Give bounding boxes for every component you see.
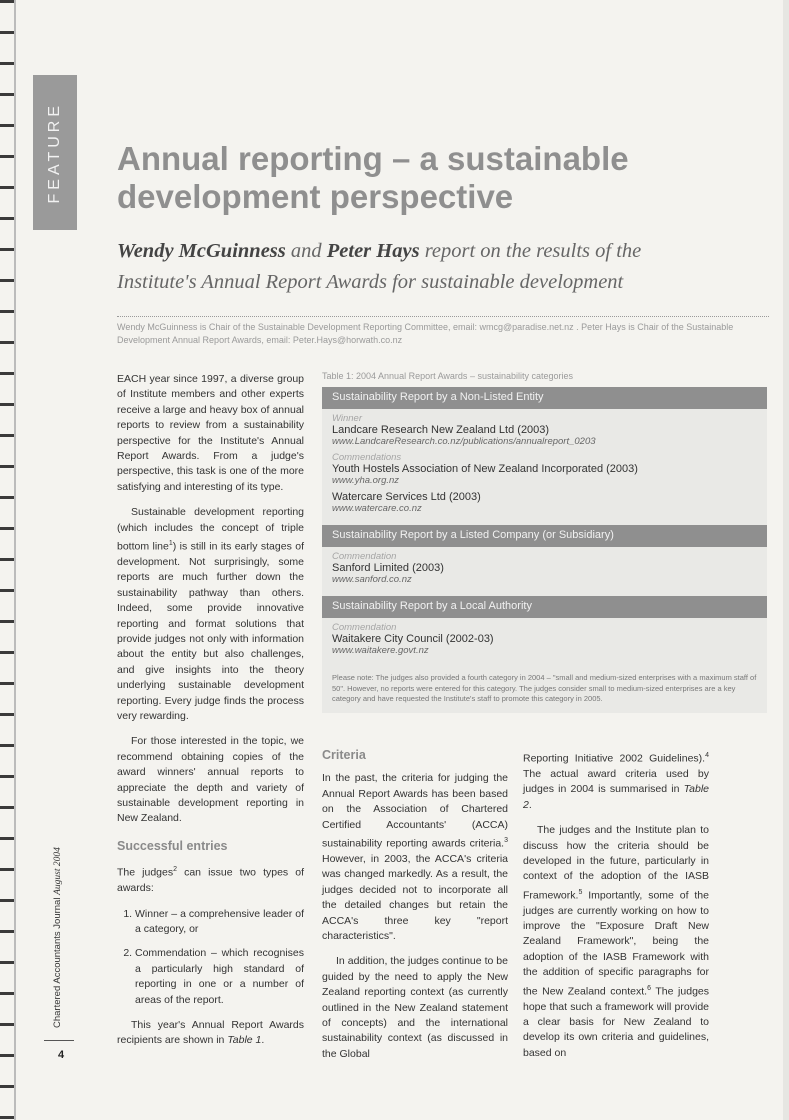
section-heading: Successful entries: [117, 838, 228, 853]
category-entries: [322, 547, 767, 596]
column-2: [322, 748, 508, 1072]
section-tab-label: FEATURE: [46, 101, 63, 204]
page-edge: [783, 0, 789, 1120]
list-item: 1. Winner – a comprehensive leader of a category, or: [135, 907, 304, 938]
award-label: Commendation: [332, 622, 397, 633]
paragraph: The judges and the Institute plan to discuss how the criteria should be developed in the future, particularly in context of the adoption of the IASB Framework.$^5$ Importantly, some of the judges are currently working on how to improve the "Exposure Draft New Zealand Framework", being the adoption of the IASB Framework with the addition of specific paragraphs for the New Zealand context.$^6$ The judges hope that such a framework will provide a clear basis for New Zealand to develop its own criteria and guidelines, based on: [523, 824, 709, 1059]
recipient-name: Sanford Limited (2003): [332, 562, 444, 574]
recipient-name: Youth Hostels Association of New Zealand Incorporated (2003): [332, 463, 638, 475]
paragraph: Reporting Initiative 2002 Guidelines).$^4$ The actual award criteria used by judges in 2004 is summarised in Table 2.: [523, 752, 709, 811]
author-affiliation: Wendy McGuinness is Chair of the Sustainable Development Reporting Committee, email: wmcg@paradise.net.nz . Peter Hays is Chair of the Sustainable Development Annual Report Awards, email: Peter.Hays@horwath.co.nz: [117, 322, 734, 345]
dotted-rule: [117, 316, 769, 317]
paragraph: The judges$^2$ can issue two types of awards:: [117, 866, 304, 895]
byline: Wendy McGuinness and Peter Hays report on the results of the Institute's Annual Report Awards for sustainable development: [117, 240, 642, 293]
list-item: 2. Commendation – which recognises a particularly high standard of reporting in one or a number of areas of the report.: [135, 946, 304, 1008]
recipient-url: www.LandcareResearch.co.nz/publications/annualreport_0203: [332, 436, 596, 447]
category-header: Sustainability Report by a Non-Listed Entity: [322, 387, 767, 409]
recipient-name: Watercare Services Ltd (2003): [332, 491, 481, 503]
paragraph: In the past, the criteria for judging the Annual Report Awards has been based on the Association of Chartered Certified Accountants' (ACCA) sustainability reporting awards criteria.$^3$ However, in 2003, the ACCA's criteria was changed markedly. As a result, the judges decided not to incorporate all the detailed changes but retain the ACCA's three key "report characteristics".: [322, 772, 508, 942]
category-header: Sustainability Report by a Listed Company (or Subsidiary): [322, 525, 767, 547]
ring-binding: [0, 0, 14, 1120]
journal-date: August 2004: [53, 847, 63, 895]
author-2: Peter Hays: [326, 240, 420, 262]
category-header: Sustainability Report by a Local Authority: [322, 596, 767, 618]
binding-edge: [14, 0, 16, 1120]
award-label: Winner: [332, 413, 363, 424]
running-footer: [52, 820, 66, 1028]
recipient-url: www.waitakere.govt.nz: [332, 645, 429, 656]
recipient-url: www.watercare.co.nz: [332, 503, 422, 514]
recipient-url: www.yha.org.nz: [332, 475, 400, 486]
table-note: Please note: The judges also provided a fourth category in 2004 – "small and medium-sized enterprises with a maximum staff of 50". However, no reports were entered for this category. The judges consider small to medium-sized enterprises are a key category and have requested the Institute's staff to promote this category in 2005.: [332, 673, 757, 703]
recipient-name: Landcare Research New Zealand Ltd (2003): [332, 424, 550, 436]
page-rule: [44, 1040, 74, 1041]
page-number: 4: [58, 1049, 65, 1061]
award-types-list: [117, 907, 304, 1008]
category-entries: [322, 618, 767, 667]
section-heading: Criteria: [322, 748, 366, 762]
award-label: Commendation: [332, 551, 397, 562]
awards-table: [322, 387, 767, 713]
table-caption: Table 1: 2004 Annual Report Awards – sustainability categories: [322, 371, 573, 381]
paragraph: For those interested in the topic, we recommend obtaining copies of the award winners' annual reports to appreciate the depth and variety of sustainable development reporting in New Zealand.: [117, 735, 304, 825]
article-title: Annual reporting – a sustainable development perspective: [117, 140, 629, 215]
recipient-url: www.sanford.co.nz: [332, 574, 412, 585]
paragraph: Sustainable development reporting (which includes the concept of triple bottom line$^1$) is still in its early stages of development. Not surprisingly, some reports are much further down the sustainability pathway than others. Indeed, some provide innovative reporting and format solutions that provide judges not only with information about the entity but also challenges, and give insights into the theory underlying sustainable development reporting. Every judge finds the process very rewarding.: [117, 506, 304, 723]
author-1: Wendy McGuinness: [117, 240, 286, 262]
section-tab: [33, 75, 77, 230]
paragraph: In addition, the judges continue to be guided by the need to apply the New Zealand reporting context (as currently outlined in the New Zealand statement of concepts) and the international sustainability context (as discussed in the Global: [322, 955, 508, 1060]
paragraph: EACH year since 1997, a diverse group of Institute members and other experts receive a large and heavy box of annual reports to review from a sustainability perspective for the Institute's Annual Report Awards. From a judge's perspective, this task is one of the more satisfying and interesting of its type.: [117, 373, 304, 493]
category-entries: [322, 409, 767, 525]
column-1: [117, 372, 304, 1059]
award-label: Commendations: [332, 452, 402, 463]
paragraph: This year's Annual Report Awards recipients are shown in Table 1.: [117, 1019, 304, 1047]
journal-name: Chartered Accountants Journal: [52, 897, 63, 1028]
column-3: [523, 748, 709, 1071]
recipient-name: Waitakere City Council (2002-03): [332, 633, 494, 645]
